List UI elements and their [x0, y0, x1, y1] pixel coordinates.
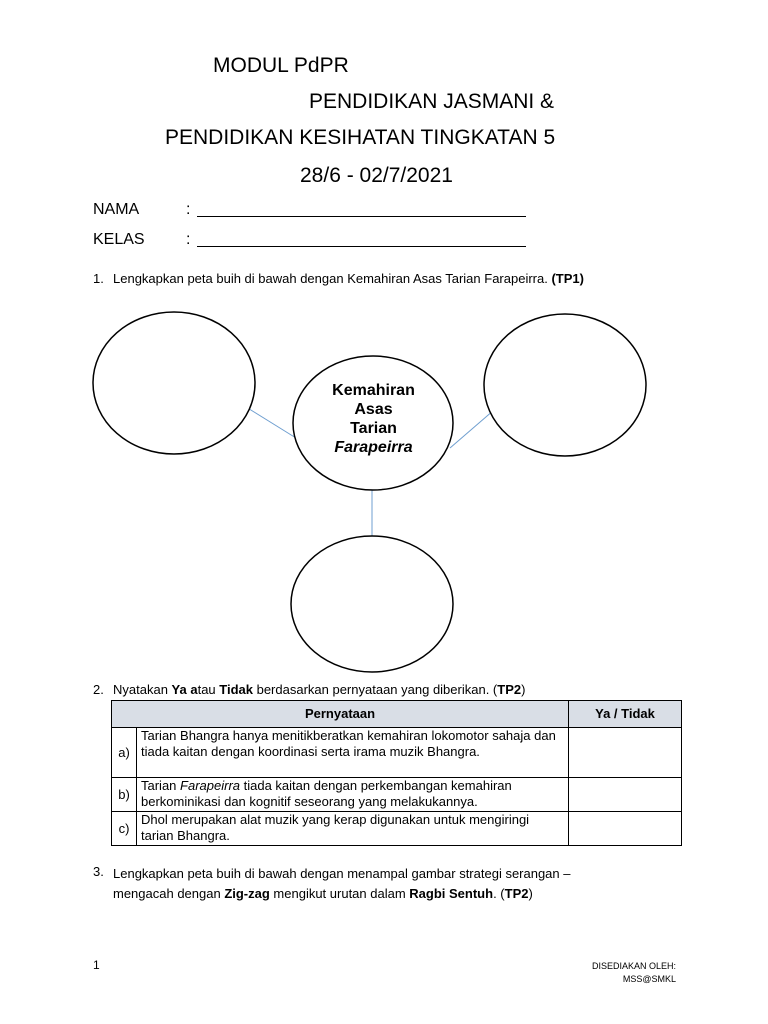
- q2-text-pre: Nyatakan: [113, 682, 172, 697]
- row-b-pre: Tarian: [141, 778, 181, 793]
- center-label-line2: Asas: [354, 401, 393, 418]
- q2-text-mid2: berdasarkan pernyataan yang diberikan. (: [252, 682, 498, 697]
- page-number: 1: [93, 958, 100, 972]
- q3-line2-pre: mengacah dengan: [113, 886, 225, 901]
- connector-right: [450, 410, 494, 448]
- header-statement: Pernyataan: [112, 701, 569, 728]
- q2-text-mid1: tau: [197, 682, 220, 697]
- q3-line2: [113, 884, 571, 904]
- row-letter: a): [112, 728, 137, 778]
- table-row: [112, 778, 682, 812]
- answer-cell-b[interactable]: [569, 778, 682, 812]
- row-letter: c): [112, 812, 137, 846]
- row-statement: Tarian Bhangra hanya menitikberatkan kemahiran lokomotor sahaja dan tiada kaitan dengan koordinasi serta irama muzik Bhangra.: [137, 728, 569, 778]
- table-row: [112, 812, 682, 846]
- answer-cell-a[interactable]: [569, 728, 682, 778]
- q3-number: 3.: [93, 864, 104, 879]
- name-label: NAMA: [93, 201, 140, 218]
- q1-tp: (TP1): [551, 271, 584, 286]
- prepared-by: [592, 960, 676, 986]
- q3-line1: Lengkapkan peta buih di bawah dengan menampal gambar strategi serangan –: [113, 866, 571, 881]
- q2-tidak: Tidak: [219, 682, 253, 697]
- module-title: MODUL PdPR: [213, 54, 349, 77]
- q2-tp: TP2: [497, 682, 522, 697]
- prepared-by-label: DISEDIAKAN OLEH:: [591, 961, 676, 971]
- date-range: 28/6 - 02/7/2021: [300, 164, 453, 187]
- q3-line2-mid2: . (: [493, 886, 505, 901]
- q3-line2-mid: mengikut urutan dalam: [269, 886, 410, 901]
- bubble-right[interactable]: [484, 314, 646, 456]
- bubble-left[interactable]: [93, 312, 255, 454]
- class-colon: :: [186, 231, 191, 248]
- name-colon: :: [186, 201, 191, 218]
- table-row: [112, 728, 682, 778]
- q3-text: [113, 864, 571, 904]
- subject-title-line1: PENDIDIKAN JASMANI &: [309, 90, 555, 113]
- q2-ya: Ya: [171, 682, 187, 697]
- q1-instruction: Lengkapkan peta buih di bawah dengan Kemahiran Asas Tarian Farapeirra.: [113, 271, 548, 286]
- q3-ragbi: Ragbi Sentuh: [409, 886, 494, 901]
- q1-number: 1.: [93, 271, 104, 286]
- q2-text-end: ): [521, 682, 526, 697]
- q2-number: 2.: [93, 682, 104, 697]
- header-yes-no: Ya / Tidak: [569, 701, 682, 728]
- connector-left: [246, 407, 296, 438]
- q3-tp: TP2: [504, 886, 529, 901]
- author: MSS@SMKL: [622, 974, 676, 984]
- answer-cell-c[interactable]: [569, 812, 682, 846]
- statement-table: [111, 700, 682, 846]
- q3-line2-end: ): [528, 886, 533, 901]
- row-statement: [137, 778, 569, 812]
- row-letter: b): [112, 778, 137, 812]
- bubble-bottom[interactable]: [291, 536, 453, 672]
- row-statement: Dhol merupakan alat muzik yang kerap digunakan untuk mengiringi tarian Bhangra.: [137, 812, 569, 846]
- class-label: KELAS: [93, 231, 145, 248]
- table-header-row: [112, 701, 682, 728]
- bubble-center-label: [292, 381, 455, 457]
- center-label-line1: Kemahiran: [332, 382, 415, 399]
- center-label-line3: Tarian: [350, 420, 397, 437]
- q2-a: a: [186, 682, 198, 697]
- subject-title-line2: PENDIDIKAN KESIHATAN TINGKATAN 5: [165, 126, 556, 149]
- q3-zigzag: Zig-zag: [224, 886, 270, 901]
- center-label-line4: Farapeirra: [334, 439, 413, 456]
- row-b-post: tiada kaitan dengan perkembangan kemahiran berkominikasi dan kognitif seseorang yang melakukannya.: [141, 778, 512, 809]
- q2-text: [113, 682, 525, 697]
- row-b-italic: Farapeirra: [180, 778, 240, 793]
